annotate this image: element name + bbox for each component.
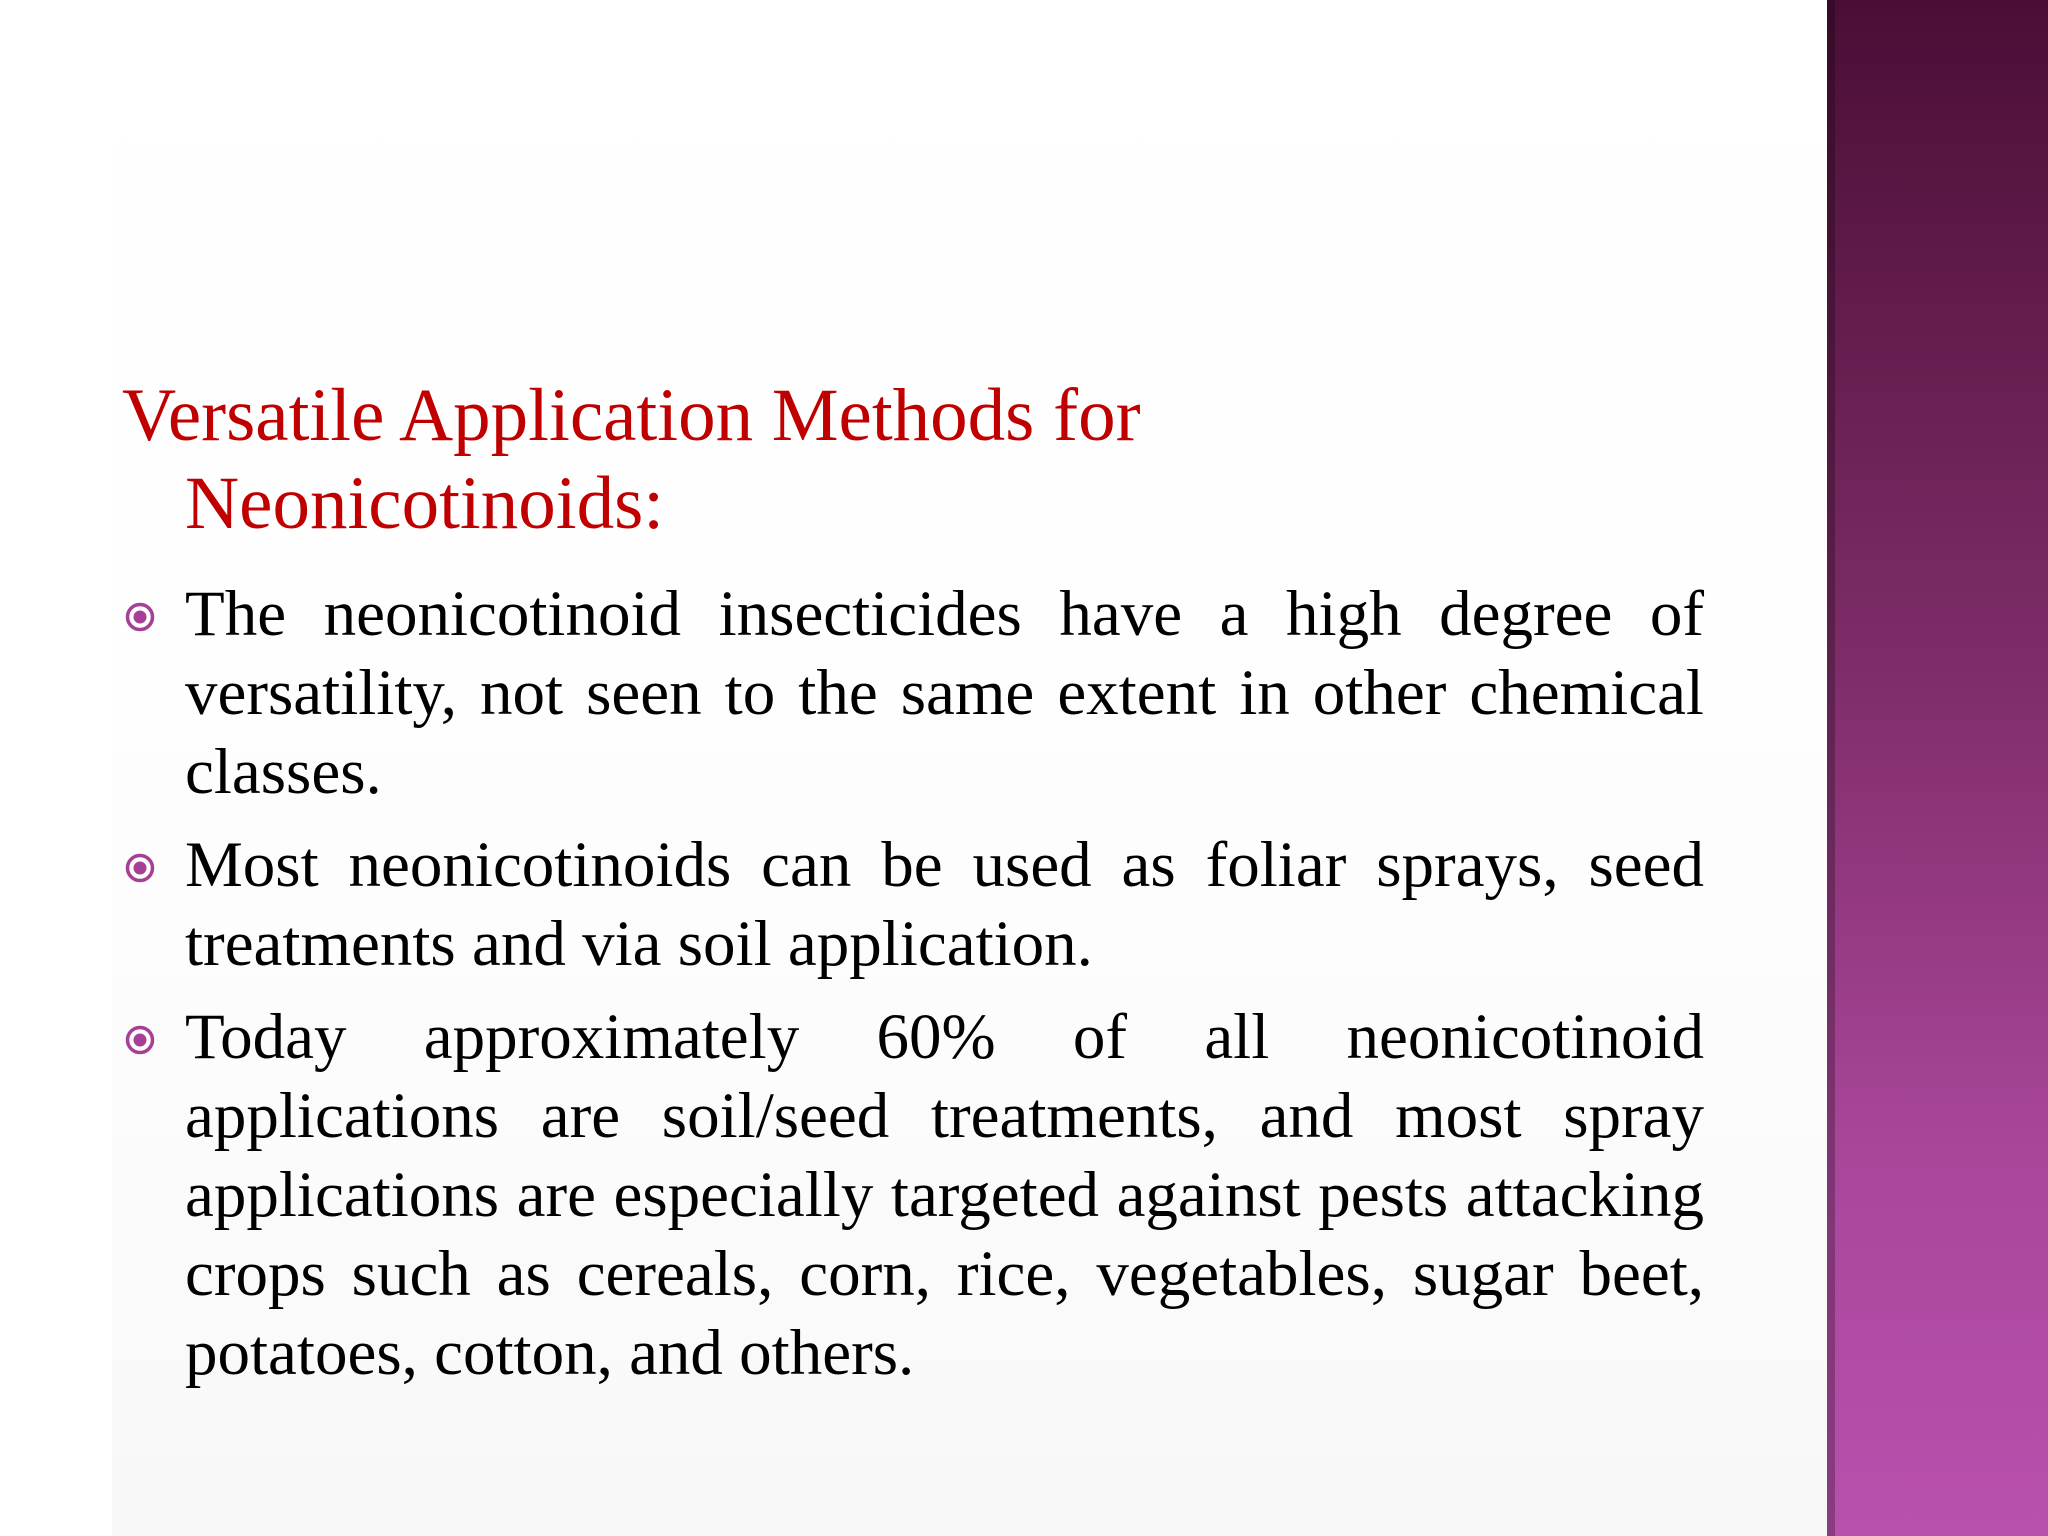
slide-title bbox=[122, 372, 1422, 548]
circled-dot-bullet-icon bbox=[124, 601, 156, 633]
bullet-list bbox=[122, 575, 1704, 1407]
bullet-text-1: The neonicotinoid insecticides have a high degree of versatility, not seen to the same extent in other chemical classes. bbox=[185, 578, 1704, 808]
bullet-text-2: Most neonicotinoids can be used as foliar sprays, seed treatments and via soil application. bbox=[185, 829, 1704, 980]
title-line-2: Neonicotinoids: bbox=[185, 462, 665, 545]
title-line-1: Versatile Application Methods for bbox=[122, 374, 1141, 457]
bullet-item-2 bbox=[122, 826, 1704, 984]
decorative-sidebar bbox=[1827, 0, 2048, 1536]
bullet-item-1 bbox=[122, 575, 1704, 812]
circled-dot-bullet-icon bbox=[124, 852, 156, 884]
bullet-item-3 bbox=[122, 998, 1704, 1393]
circled-dot-bullet-icon bbox=[124, 1024, 156, 1056]
bullet-text-3: Today approximately 60% of all neonicotinoid applications are soil/seed treatments, and most spray applications are especially targeted against pests attacking crops such as cereals, corn, rice, vegetables, sugar beet, potatoes, cotton, and others. bbox=[185, 1001, 1704, 1389]
